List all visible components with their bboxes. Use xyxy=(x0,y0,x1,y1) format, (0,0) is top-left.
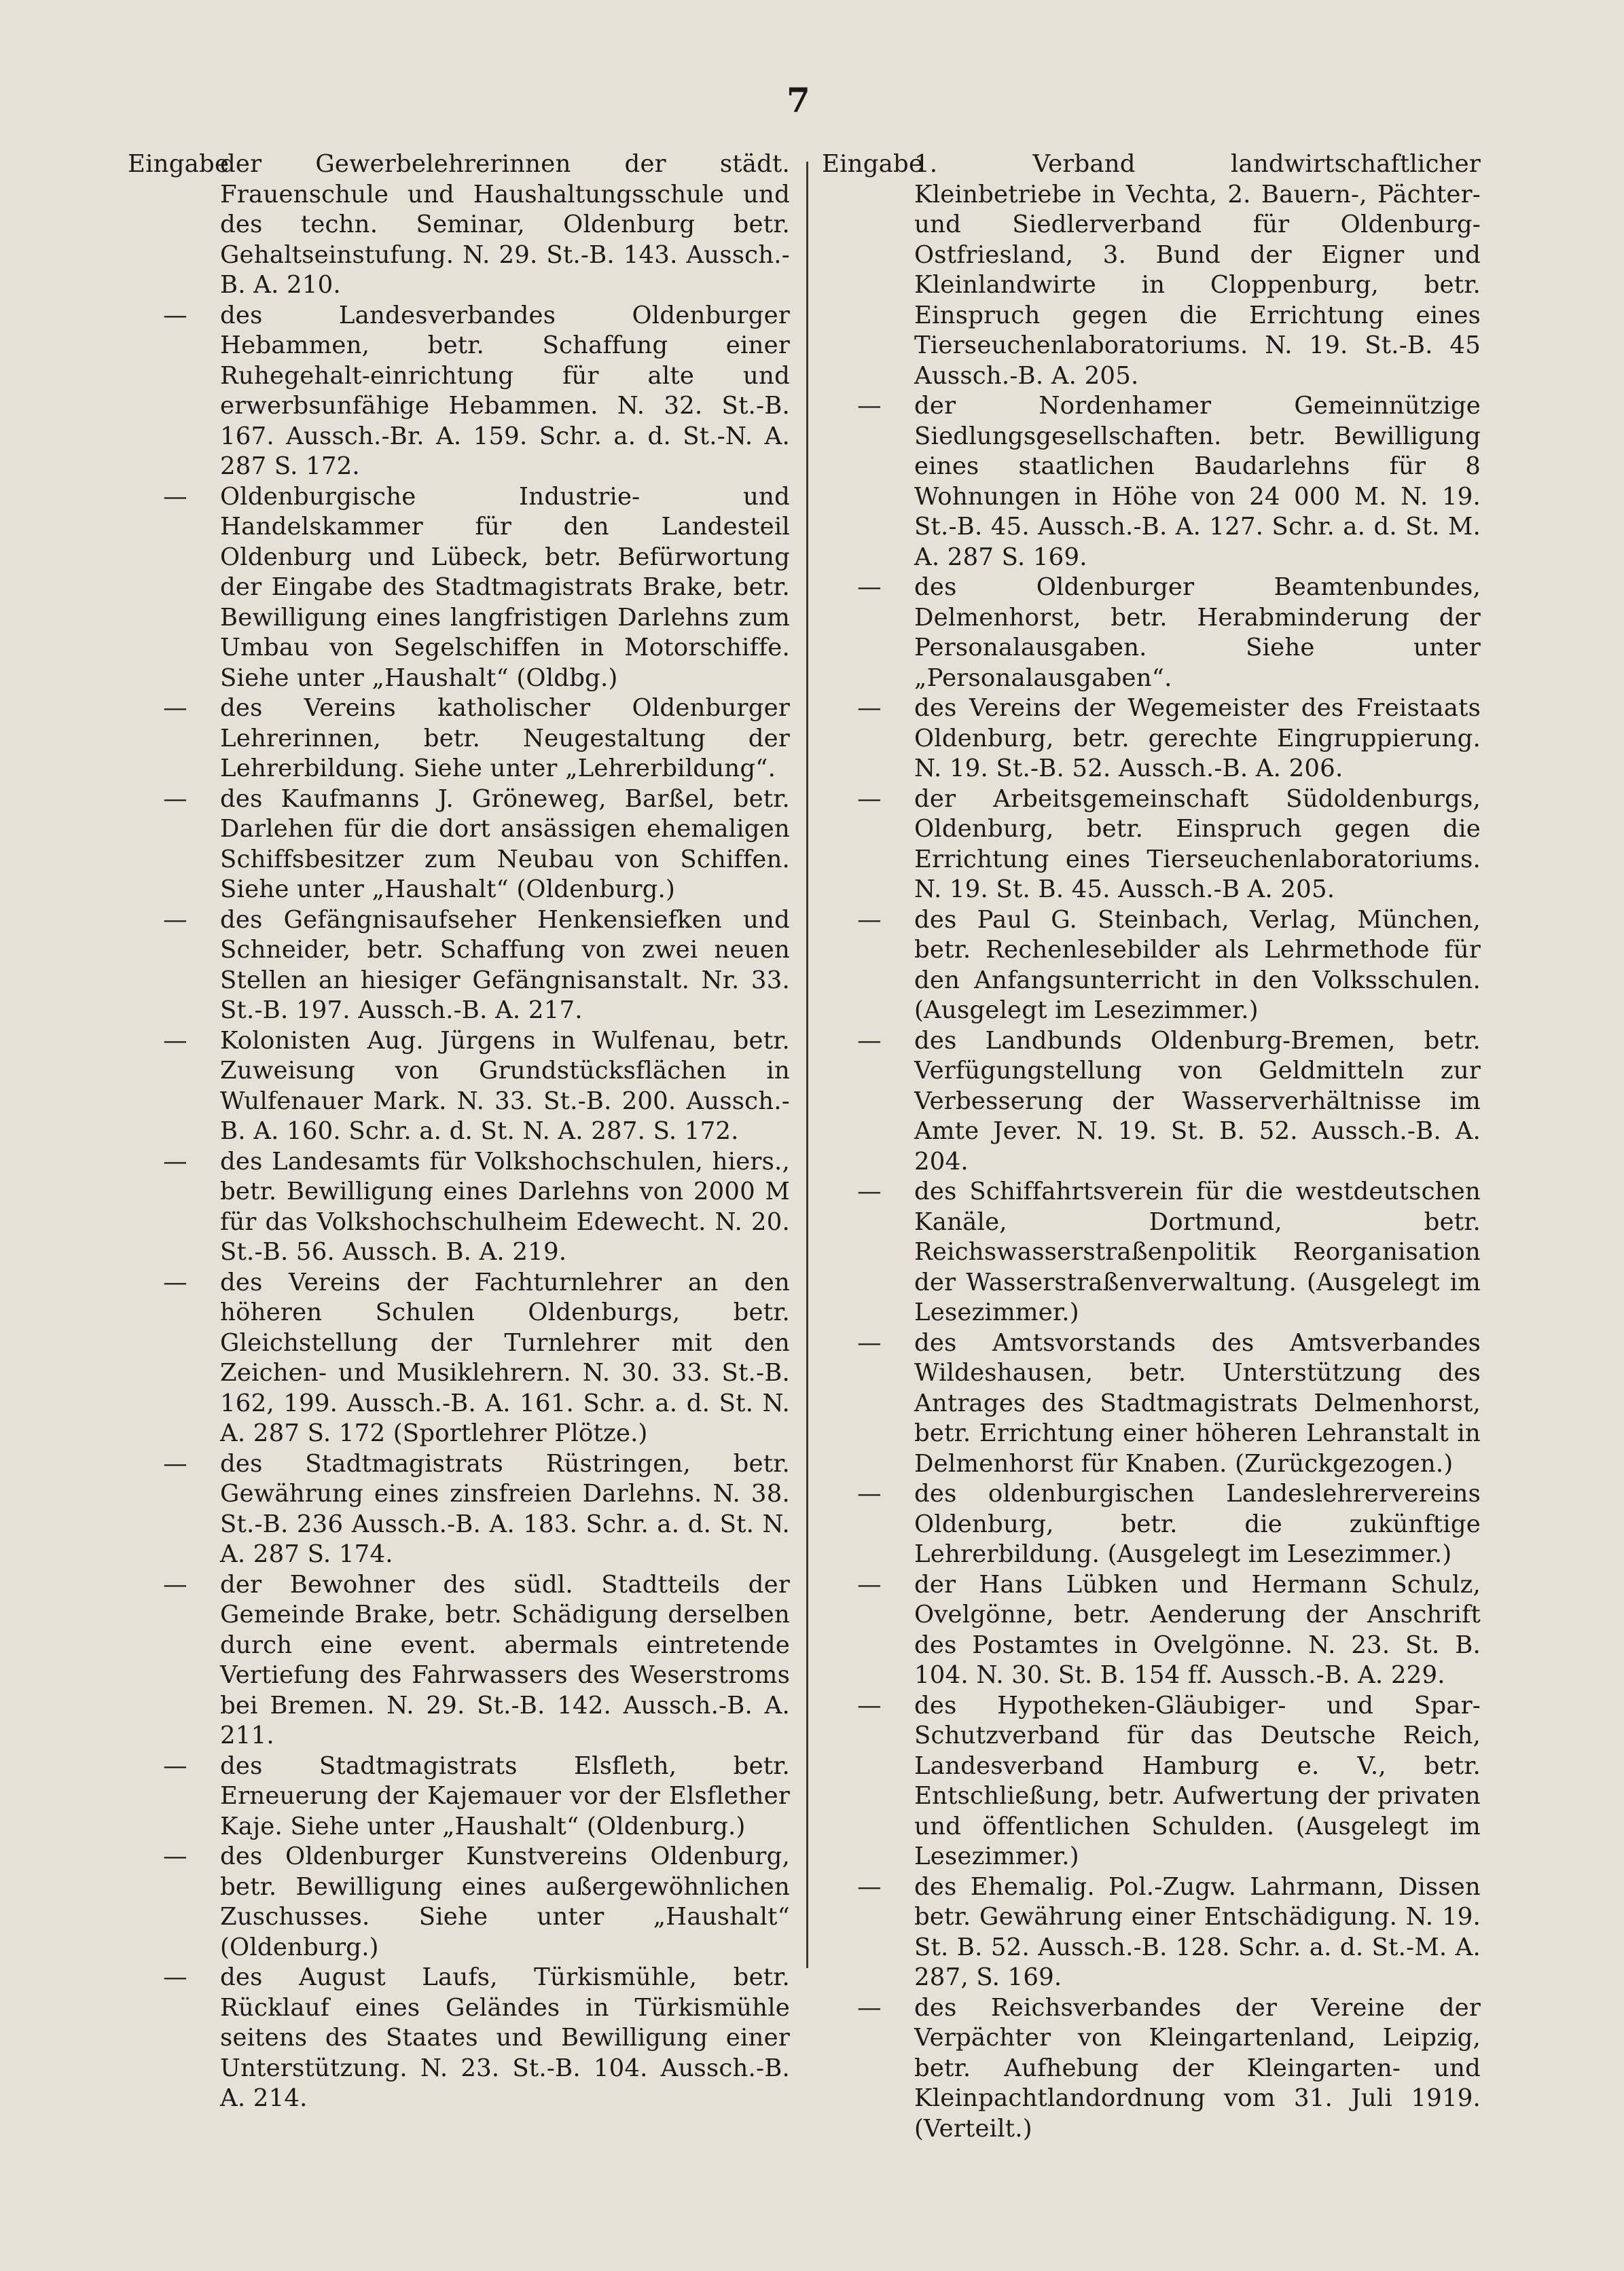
entry-text: des Vereins der Wegemeister des Freistaats Oldenburg, betr. gerechte Eingruppierung. N. 19. St.-B. 52. Aussch.-B. A. 206. xyxy=(914,694,1481,782)
entry-text: des Schiffahrtsverein für die westdeutschen Kanäle, Dortmund, betr. Reichswasserstraßenpolitik Reorganisation der Wasserstraßenverwaltung. (Ausgelegt im Lesezimmer.) xyxy=(914,1178,1481,1326)
entry-dash: — xyxy=(857,694,882,722)
entry-text: 1. Verband landwirtschaftlicher Kleinbetriebe in Vechta, 2. Bauern-, Pächter- und Siedlerverband für Oldenburg-Ostfriesland, 3. Bund der Eigner und Kleinlandwirte in Cloppenburg, betr. Einspruch gegen die Errichtung eines Tierseuchenlaboratoriums. N. 19. St.-B. 45 Aussch.-B. A. 205. xyxy=(914,150,1481,390)
entry-text: des Ehemalig. Pol.-Zugw. Lahrmann, Dissen betr. Gewährung einer Entschädigung. N. 19. St. B. 52. Aussch.-B. 128. Schr. a. d. St.-M. A. 287, S. 169. xyxy=(914,1872,1481,1991)
list-item xyxy=(128,482,790,694)
entry-text: des Kaufmanns J. Gröneweg, Barßel, betr. Darlehen für die dort ansässigen ehemaligen Schiffsbesitzer zum Neubau von Schiffen. Siehe unter „Haushalt“ (Oldenburg.) xyxy=(220,784,790,903)
list-item xyxy=(128,301,790,482)
entry-dash: — xyxy=(857,1328,882,1357)
entry-dash: — xyxy=(163,1963,187,1991)
entry-text: Oldenburgische Industrie- und Handelskammer für den Landesteil Oldenburg und Lübeck, betr. Befürwortung der Eingabe des Stadtmagistrats Brake, betr. Bewilligung eines langfristigen Darlehns zum Umbau von Segelschiffen in Motorschiffe. Siehe unter „Haushalt“ (Oldbg.) xyxy=(220,482,790,692)
list-item xyxy=(128,1147,790,1268)
entry-text: des Landbunds Oldenburg-Bremen, betr. Verfügungstellung von Geldmitteln zur Verbesserung der Wasserverhältnisse im Amte Jever. N. 19. St. B. 52. Aussch.-B. A. 204. xyxy=(914,1026,1481,1176)
entry-text: des Paul G. Steinbach, Verlag, München, betr. Rechenlesebilder als Lehrmethode für den Anfangsunterricht in den Volksschulen. (Ausgelegt im Lesezimmer.) xyxy=(914,905,1481,1024)
list-item xyxy=(128,1449,790,1570)
list-item xyxy=(128,1842,790,1963)
list-item xyxy=(822,573,1481,693)
entry-text: der Bewohner des südl. Stadtteils der Gemeinde Brake, betr. Schädigung derselben durch eine event. abermals eintretende Vertiefung des Fahrwassers des Weserstroms bei Bremen. N. 29. St.-B. 142. Aussch.-B. A. 211. xyxy=(220,1570,790,1749)
entry-text: des Reichsverbandes der Vereine der Verpächter von Kleingartenland, Leipzig, betr. Aufhebung der Kleingarten- und Kleinpachtlandordnung vom 31. Juli 1919. (Verteilt.) xyxy=(914,1993,1481,2143)
entry-dash: — xyxy=(857,784,882,813)
list-item xyxy=(822,693,1481,784)
entry-text: der Nordenhamer Gemeinnützige Siedlungsgesellschaften. betr. Bewilligung eines staatlichen Baudarlehns für 8 Wohnungen in Höhe von 24 000 M. N. 19. St.-B. 45. Aussch.-B. A. 127. Schr. a. d. St. M. A. 287 S. 169. xyxy=(914,392,1481,571)
entry-dash: — xyxy=(857,392,882,420)
column-divider xyxy=(806,162,808,1968)
entry-dash: — xyxy=(163,1449,187,1478)
entry-text: des Gefängnisaufseher Henkensiefken und Schneider, betr. Schaffung von zwei neuen Stellen an hiesiger Gefängnisanstalt. Nr. 33. St.-B. 197. Aussch.-B. A. 217. xyxy=(220,905,790,1024)
entry-text: der Arbeitsgemeinschaft Südoldenburgs, Oldenburg, betr. Einspruch gegen die Errichtung eines Tierseuchenlaboratoriums. N. 19. St. B. 45. Aussch.-B A. 205. xyxy=(914,784,1481,903)
list-item xyxy=(128,1570,790,1751)
entry-text: des Stadtmagistrats Elsfleth, betr. Erneuerung der Kajemauer vor der Elsflether Kaje. Siehe unter „Haushalt“ (Oldenburg.) xyxy=(220,1751,790,1840)
entry-dash: — xyxy=(857,1026,882,1055)
entry-dash: — xyxy=(857,1872,882,1901)
entry-text: Kolonisten Aug. Jürgens in Wulfenau, betr. Zuweisung von Grundstücksflächen in Wulfenauer Mark. N. 33. St.-B. 200. Aussch.-B. A. 160. Schr. a. d. St. N. A. 287. S. 172. xyxy=(220,1026,790,1145)
entry-text: des Amtsvorstands des Amtsverbandes Wildeshausen, betr. Unterstützung des Antrages des Stadtmagistrats Delmenhorst, betr. Errichtung einer höheren Lehranstalt in Delmenhorst für Knaben. (Zurückgezogen.) xyxy=(914,1328,1481,1478)
entry-text: des Stadtmagistrats Rüstringen, betr. Gewährung eines zinsfreien Darlehns. N. 38. St.-B. 236 Aussch.-B. A. 183. Schr. a. d. St. N. A. 287 S. 174. xyxy=(220,1449,790,1568)
list-item xyxy=(128,1751,790,1842)
entry-dash: — xyxy=(163,1147,187,1176)
entry-text: des Vereins der Fachturnlehrer an den höheren Schulen Oldenburgs, betr. Gleichstellung der Turnlehrer mit den Zeichen- und Musiklehrern. N. 30. 33. St.-B. 162, 199. Aussch.-B. A. 161. Schr. a. d. St. N. A. 287 S. 172 (Sportlehrer Plötze.) xyxy=(220,1268,790,1447)
entry-dash: — xyxy=(163,1268,187,1296)
entry-text: der Hans Lübken und Hermann Schulz, Ovelgönne, betr. Aenderung der Anschrift des Postamtes in Ovelgönne. N. 23. St. B. 104. N. 30. St. B. 154 ff. Aussch.-B. A. 229. xyxy=(914,1570,1481,1689)
list-item xyxy=(128,1026,790,1147)
entry-dash: — xyxy=(163,1026,187,1055)
list-item xyxy=(128,905,790,1026)
list-item xyxy=(822,149,1481,391)
entry-dash: — xyxy=(163,301,187,329)
entry-text: des Hypotheken-Gläubiger- und Spar-Schutzverband für das Deutsche Reich, Landesverband Hamburg e. V., betr. Entschließung, betr. Aufwertung der privaten und öffentlichen Schulden. (Ausgelegt im Lesezimmer.) xyxy=(914,1691,1481,1870)
entry-dash: — xyxy=(163,1751,187,1780)
entry-dash: — xyxy=(163,784,187,813)
entry-heading: Eingabe xyxy=(128,150,230,178)
list-item xyxy=(822,784,1481,905)
left-column xyxy=(128,149,790,2114)
list-item xyxy=(822,905,1481,1026)
right-column xyxy=(822,149,1481,2144)
list-item xyxy=(822,1691,1481,1872)
list-item xyxy=(822,1872,1481,1993)
entry-dash: — xyxy=(163,905,187,934)
list-item xyxy=(822,1328,1481,1480)
list-item xyxy=(128,693,790,784)
list-item xyxy=(128,1963,790,2114)
entry-dash: — xyxy=(163,1842,187,1870)
entry-dash: — xyxy=(857,1570,882,1599)
entry-text: der Gewerbelehrerinnen der städt. Frauenschule und Haushaltungsschule und des techn. Seminar, Oldenburg betr. Gehaltseinstufung. N. 29. St.-B. 143. Aussch.-B. A. 210. xyxy=(220,150,790,299)
entry-dash: — xyxy=(857,1993,882,2022)
list-item xyxy=(822,1479,1481,1570)
list-item xyxy=(128,784,790,905)
list-item xyxy=(128,149,790,301)
list-item xyxy=(822,1177,1481,1328)
entry-text: des Oldenburger Beamtenbundes, Delmenhorst, betr. Herabminderung der Personalausgaben. Siehe unter „Personalausgaben“. xyxy=(914,573,1481,692)
entry-text: des August Laufs, Türkismühle, betr. Rücklauf eines Geländes in Türkismühle seitens des Staates und Bewilligung einer Unterstützung. N. 23. St.-B. 104. Aussch.-B. A. 214. xyxy=(220,1963,790,2112)
entry-dash: — xyxy=(163,482,187,511)
entry-text: des Oldenburger Kunstvereins Oldenburg, betr. Bewilligung eines außergewöhnlichen Zuschusses. Siehe unter „Haushalt“ (Oldenburg.) xyxy=(220,1842,790,1961)
entry-dash: — xyxy=(857,905,882,934)
entry-dash: — xyxy=(163,694,187,722)
entry-text: des Vereins katholischer Oldenburger Lehrerinnen, betr. Neugestaltung der Lehrerbildung. Siehe unter „Lehrerbildung“. xyxy=(220,694,790,782)
entry-text: des oldenburgischen Landeslehrervereins Oldenburg, betr. die zukünftige Lehrerbildung. (Ausgelegt im Lesezimmer.) xyxy=(914,1480,1481,1568)
entry-dash: — xyxy=(857,1178,882,1205)
entry-heading: Eingabe xyxy=(822,150,924,178)
list-item xyxy=(128,1268,790,1449)
entry-dash: — xyxy=(857,573,882,601)
entry-dash: — xyxy=(857,1691,882,1720)
entry-dash: — xyxy=(163,1570,187,1599)
entry-dash: — xyxy=(857,1480,882,1508)
list-item xyxy=(822,1026,1481,1178)
list-item xyxy=(822,1993,1481,2145)
entry-text: des Landesverbandes Oldenburger Hebammen, betr. Schaffung einer Ruhegehalt-einrichtung für alte und erwerbsunfähige Hebammen. N. 32. St.-B. 167. Aussch.-Br. A. 159. Schr. a. d. St.-N. A. 287 S. 172. xyxy=(220,301,790,480)
list-item xyxy=(822,1570,1481,1691)
page-number: 7 xyxy=(787,80,811,120)
entry-text: des Landesamts für Volkshochschulen, hiers., betr. Bewilligung eines Darlehns von 2000 M für das Volkshochschulheim Edewecht. N. 20. St.-B. 56. Aussch. B. A. 219. xyxy=(220,1147,790,1266)
list-item xyxy=(822,391,1481,573)
